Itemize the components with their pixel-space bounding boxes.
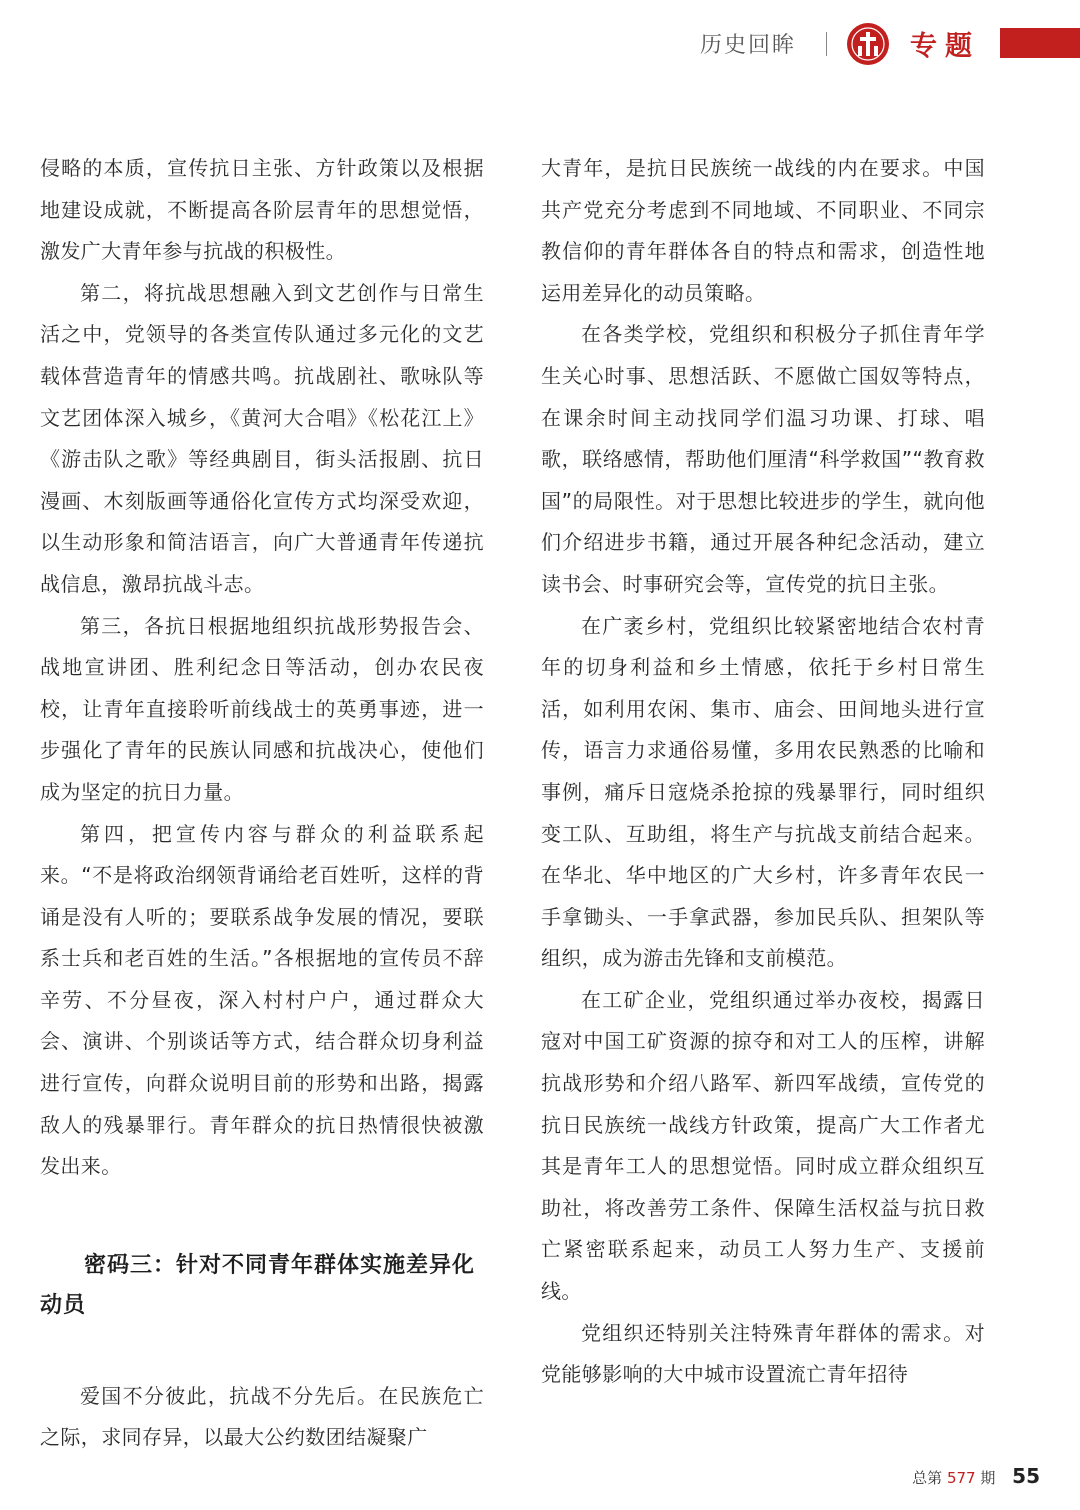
right-paragraph-3: 在广袤乡村，党组织比较紧密地结合农村青年的切身利益和乡土情感，依托于乡村日常生活，如利用农闲、集市、庙会、田间地头进行宣传，语言力求通俗易懂，多用农民熟悉的比喻和事例，痛斥日寇烧杀抢掠的残暴罪行，同时组织变工队、互助组，将生产与抗战支前结合起来。在华北、华中地区的广大乡村，许多青年农民一手拿锄头、一手拿武器，参加民兵队、担架队等组织，成为游击先锋和支前模范。 <box>541 613 985 971</box>
page-header <box>0 18 1080 70</box>
right-paragraph-5: 党组织还特别关注特殊青年群体的需求。对党能够影响的大中城市设置流亡青年招待 <box>541 1320 985 1387</box>
right-paragraph-1: 大青年，是抗日民族统一战线的内在要求。中国共产党充分考虑到不同地域、不同职业、不同宗教信仰的青年群体各自的特点和需求，创造性地运用差异化的动员策略。 <box>541 156 985 305</box>
left-paragraph-4: 第四，把宣传内容与群众的利益联系起来。“不是将政治纲领背诵给老百姓听，这样的背诵是没有人听的；要联系战争发展的情况，要联系士兵和老百姓的生活。”各根据地的宣传员不辞辛劳、不分昼夜，深入村村户户，通过群众大会、演讲、个别谈话等方式，结合群众切身利益进行宣传，向群众说明目前的形势和出路，揭露敌人的残暴罪行。青年群众的抗日热情很快被激发出来。 <box>40 821 484 1179</box>
left-column <box>40 148 484 1459</box>
left-paragraph-2: 第二，将抗战思想融入到文艺创作与日常生活之中，党领导的各类宣传队通过多元化的文艺载体营造青年的情感共鸣。抗战剧社、歌咏队等文艺团体深入城乡，《黄河大合唱》《松花江上》《游击队之歌》等经典剧目，街头活报剧、抗日漫画、木刻版画等通俗化宣传方式均深受欢迎，以生动形象和简洁语言，向广大普通青年传递抗战信息，激昂抗战斗志。 <box>40 280 484 596</box>
right-paragraph-2: 在各类学校，党组织和积极分子抓住青年学生关心时事、思想活跃、不愿做亡国奴等特点，在课余时间主动找同学们温习功课、打球、唱歌，联络感情，帮助他们厘清“科学救国”“教育救国”的局限性。对于思想比较进步的学生，就向他们介绍进步书籍，通过开展各种纪念活动，建立读书会、时事研究会等，宣传党的抗日主张。 <box>541 322 985 596</box>
issue-number: 577 <box>946 1469 976 1487</box>
issue-prefix: 总第 <box>912 1469 943 1487</box>
header-accent-bar <box>1000 28 1080 58</box>
page-footer <box>912 1464 1040 1488</box>
right-column <box>541 148 985 1396</box>
party-emblem-icon <box>846 22 890 66</box>
left-paragraph-1: 侵略的本质，宣传抗日主张、方针政策以及根据地建设成就，不断提高各阶层青年的思想觉悟，激发广大青年参与抗战的积极性。 <box>40 156 484 264</box>
left-paragraph-5: 爱国不分彼此，抗战不分先后。在民族危亡之际，求同存异，以最大公约数团结凝聚广 <box>40 1383 484 1450</box>
issue-suffix: 期 <box>980 1469 996 1487</box>
page-number: 55 <box>1012 1464 1040 1488</box>
header-divider <box>826 32 827 56</box>
left-paragraph-3: 第三，各抗日根据地组织抗战形势报告会、战地宣讲团、胜利纪念日等活动，创办农民夜校，让青年直接聆听前线战士的英勇事迹，进一步强化了青年的民族认同感和抗战决心，使他们成为坚定的抗日力量。 <box>40 613 484 804</box>
column-name: 专题 <box>910 31 980 62</box>
right-paragraph-4: 在工矿企业，党组织通过举办夜校，揭露日寇对中国工矿资源的掠夺和对工人的压榨，讲解抗战形势和介绍八路军、新四军战绩，宣传党的抗日民族统一战线方针政策，提高广大工作者尤其是青年工人的思想觉悟。同时成立群众组织互助社，将改善劳工条件、保障生活权益与抗日救亡紧密联系起来，动员工人努力生产、支援前线。 <box>541 987 985 1304</box>
section-name: 历史回眸 <box>700 33 797 58</box>
section-heading: 密码三：针对不同青年群体实施差异化动员 <box>40 1252 476 1318</box>
